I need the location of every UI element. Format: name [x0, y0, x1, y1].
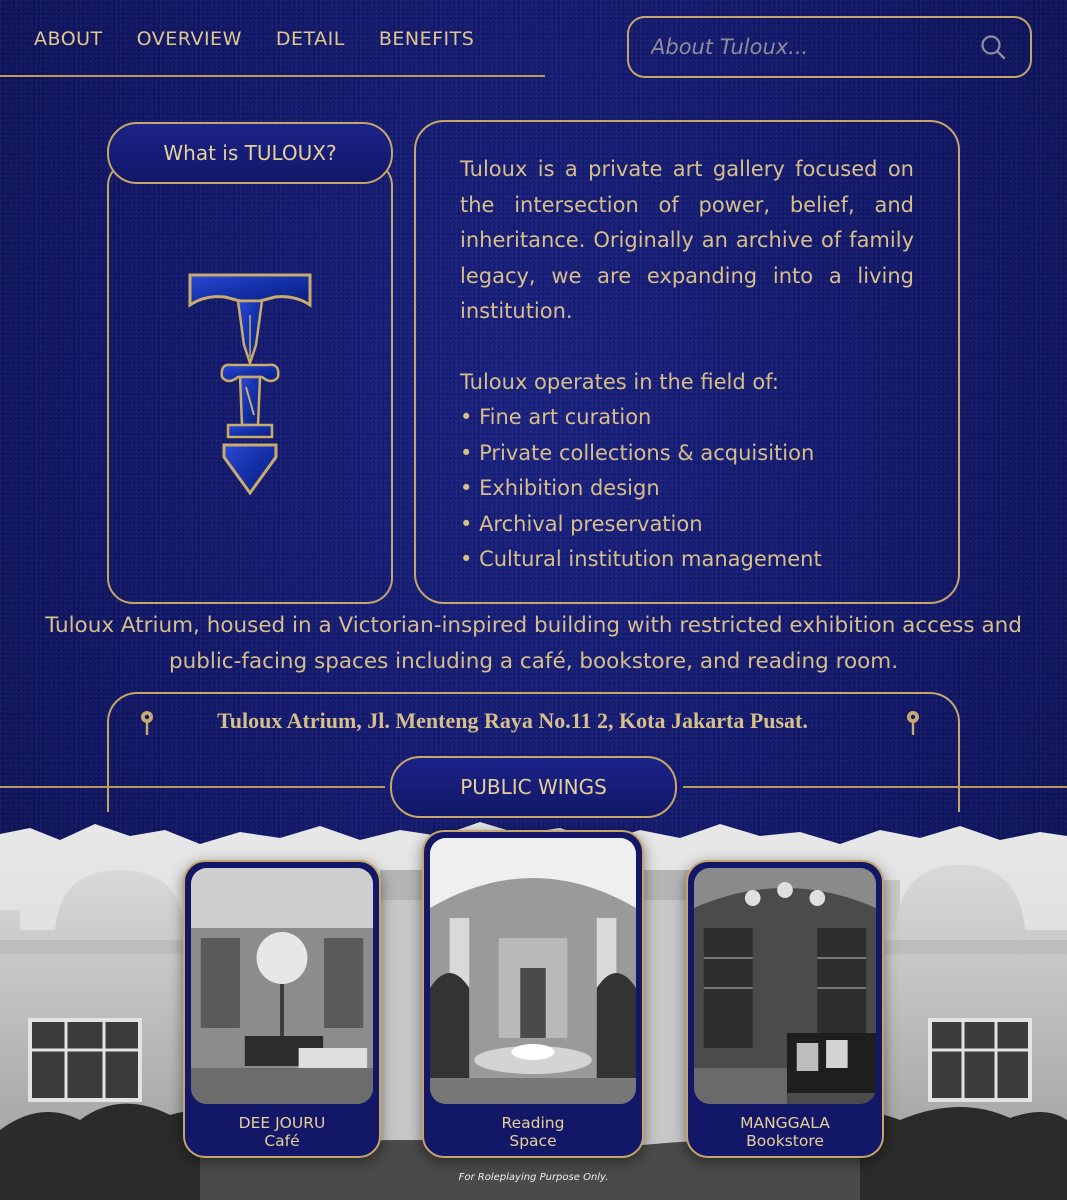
main-nav: [34, 28, 474, 50]
wing-name: DEE JOURU: [238, 1114, 326, 1132]
fields-intro: Tuloux operates in the field of:: [460, 369, 779, 394]
location-description: Tuloux Atrium, housed in a Victorian-inspired building with restricted exhibition access and public-facing spaces including a café, bookstore, and reading room.: [45, 613, 1022, 674]
nav-overview[interactable]: OVERVIEW: [136, 28, 242, 50]
address-text: Tuloux Atrium, Jl. Menteng Raya No.11 2, Kota Jakarta Pusat.: [217, 708, 808, 733]
public-wings-title: PUBLIC WINGS: [390, 756, 677, 818]
wing-type: Café: [264, 1132, 300, 1150]
cafe-photo: [191, 868, 373, 1104]
nav-about[interactable]: ABOUT: [34, 28, 103, 50]
wing-type: Space: [509, 1132, 557, 1150]
search-input[interactable]: [651, 35, 978, 59]
list-item: • Archival preservation: [460, 507, 914, 543]
wing-label: [185, 1114, 379, 1150]
list-item: • Private collections & acquisition: [460, 436, 914, 472]
list-item: • Fine art curation: [460, 400, 914, 436]
wing-label: [688, 1114, 882, 1150]
reading-space-photo: [430, 838, 636, 1104]
fields-list: [460, 400, 914, 578]
list-item: • Cultural institution management: [460, 542, 914, 578]
footer-note: For Roleplaying Purpose Only.: [458, 1172, 609, 1183]
about-info-card: [414, 120, 960, 604]
wings-divider-left: [0, 786, 385, 788]
list-item: • Exhibition design: [460, 471, 914, 507]
wing-card-cafe[interactable]: [183, 860, 381, 1158]
nav-detail[interactable]: DETAIL: [275, 28, 345, 50]
map-pin-icon: [905, 710, 921, 736]
nav-divider: [0, 75, 545, 77]
about-title: What is TULOUX?: [107, 122, 393, 184]
tuloux-t-logo-icon: [180, 265, 320, 505]
wing-name: MANGGALA: [740, 1114, 830, 1132]
bookstore-photo: [694, 868, 876, 1104]
wing-label: [424, 1114, 642, 1150]
about-paragraph: Tuloux is a private art gallery focused on the intersection of power, belief, and inheritance. Originally an archive of family legacy, we are expanding into a living institution.: [460, 157, 914, 323]
nav-benefits[interactable]: BENEFITS: [378, 28, 475, 50]
wing-type: Bookstore: [746, 1132, 824, 1150]
search-box: [627, 16, 1032, 78]
wing-name: Reading: [501, 1114, 565, 1132]
wings-divider-right: [683, 786, 1067, 788]
wing-card-bookstore[interactable]: [686, 860, 884, 1158]
search-icon[interactable]: [978, 32, 1008, 62]
wing-card-reading-space[interactable]: [422, 830, 644, 1158]
